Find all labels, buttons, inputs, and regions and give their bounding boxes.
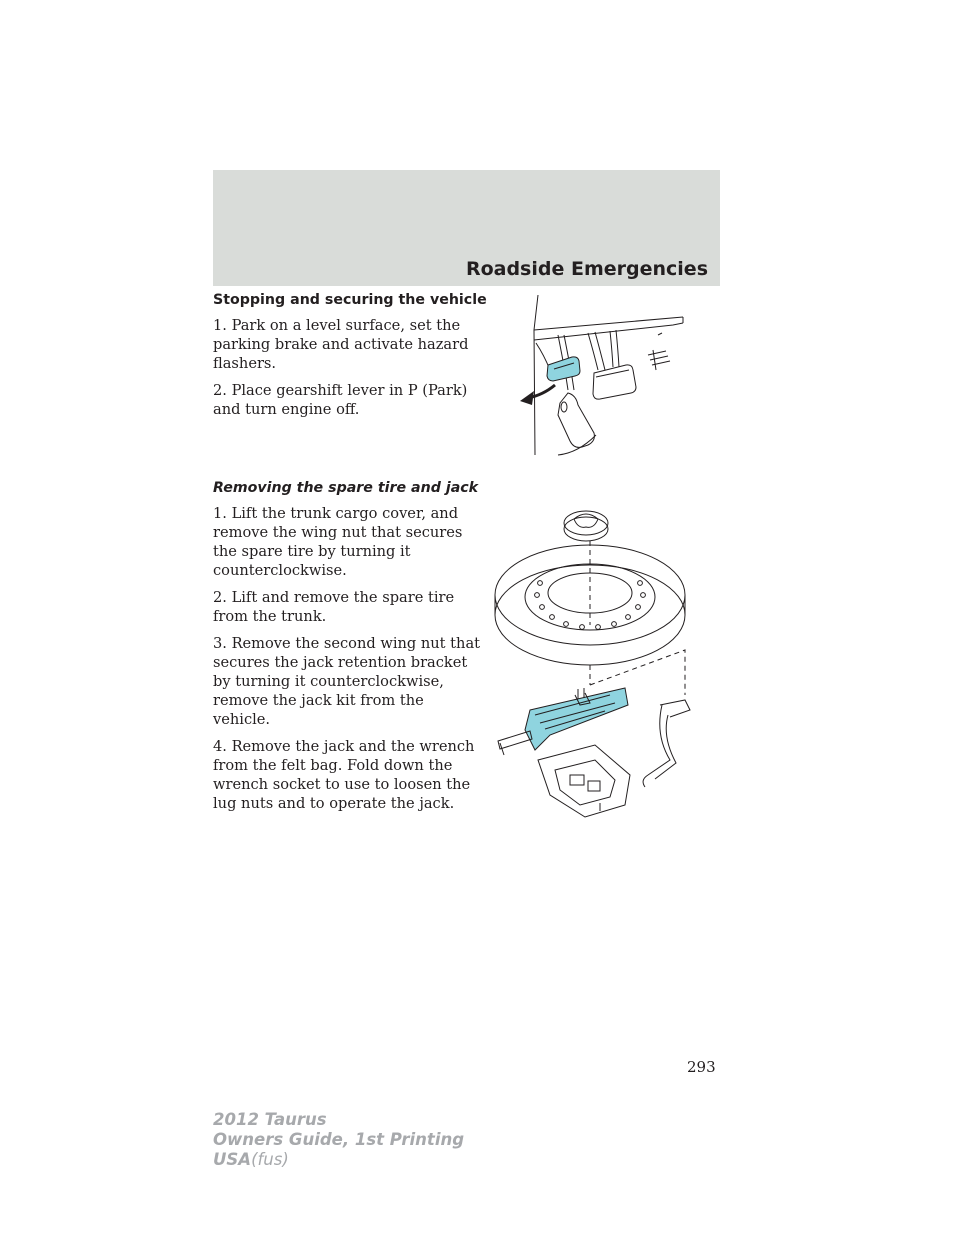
step-text: 4. Remove the jack and the wrench from the felt bag. Fold down the wrench socket to use to loosen the lug nuts and to operate the jack. bbox=[213, 738, 475, 812]
footer-region: USA bbox=[213, 1150, 252, 1169]
step-text: 2. Lift and remove the spare tire from the trunk. bbox=[213, 589, 455, 625]
step-text: 3. Remove the second wing nut that secures the jack retention bracket by turning it counterclockwise, remove the jack kit from the vehicle. bbox=[213, 635, 481, 728]
page-number: 293 bbox=[687, 1058, 716, 1076]
step-text: 1. Park on a level surface, set the parking brake and activate hazard flashers. bbox=[213, 317, 469, 372]
footer-line: Owners Guide, 1st Printing bbox=[213, 1130, 465, 1149]
step-text: 2. Place gearshift lever in P (Park) and turn engine off. bbox=[213, 382, 468, 418]
section-title: Roadside Emergencies bbox=[465, 258, 708, 280]
footer-code: (fus) bbox=[251, 1150, 289, 1169]
section-stopping bbox=[213, 292, 487, 419]
header-band bbox=[213, 170, 720, 286]
heading-stopping: Stopping and securing the vehicle bbox=[213, 292, 487, 308]
spare-tire-illustration bbox=[490, 505, 705, 830]
heading-removing: Removing the spare tire and jack bbox=[213, 480, 479, 496]
parking-brake-illustration bbox=[498, 295, 698, 460]
footer bbox=[213, 1110, 464, 1170]
footer-line: 2012 Taurus bbox=[213, 1110, 327, 1129]
step-text: 1. Lift the trunk cargo cover, and remove the wing nut that secures the spare tire by turning it counterclockwise. bbox=[213, 505, 463, 579]
section-removing bbox=[213, 480, 483, 813]
footer-line bbox=[213, 1150, 464, 1170]
